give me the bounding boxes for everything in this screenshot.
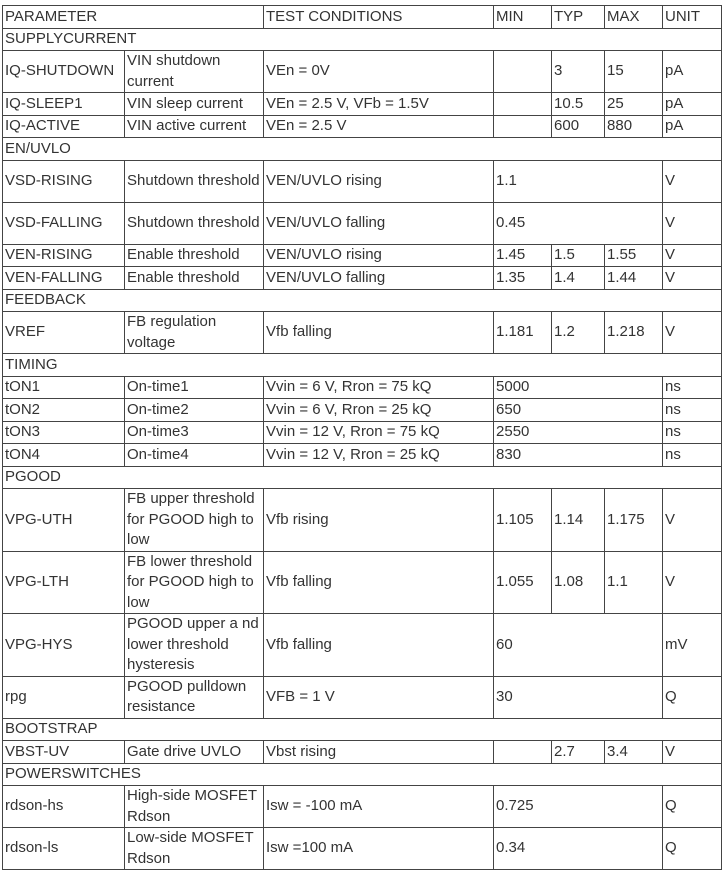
section-row <box>3 466 722 489</box>
max-cell: 25 <box>605 93 663 116</box>
unit-cell: ns <box>663 444 722 467</box>
param-cell: IQ-SLEEP1 <box>3 93 125 116</box>
unit-cell: V <box>663 244 722 267</box>
cond-cell: Vfb falling <box>264 614 494 677</box>
desc-cell: Enable threshold <box>125 244 264 267</box>
min-cell <box>494 115 552 138</box>
typ-cell: 2.7 <box>552 741 605 764</box>
min-cell: 0.34 <box>494 828 663 870</box>
cond-cell: VEN/UVLO falling <box>264 267 494 290</box>
unit-cell: Q <box>663 786 722 828</box>
min-cell: 1.1 <box>494 160 663 202</box>
section-bootstrap: BOOTSTRAP <box>3 718 722 741</box>
param-cell: tON3 <box>3 421 125 444</box>
table-row <box>3 51 722 93</box>
section-pgood: PGOOD <box>3 466 722 489</box>
desc-cell: On-time4 <box>125 444 264 467</box>
table-row <box>3 115 722 138</box>
typ-cell: 1.14 <box>552 489 605 552</box>
typ-cell: 600 <box>552 115 605 138</box>
table-row <box>3 676 722 718</box>
min-cell <box>494 93 552 116</box>
min-cell: 1.181 <box>494 312 552 354</box>
desc-cell: Shutdown threshold <box>125 202 264 244</box>
max-cell: 15 <box>605 51 663 93</box>
electrical-characteristics-table <box>2 5 722 870</box>
max-cell: 1.44 <box>605 267 663 290</box>
cond-cell: Vfb falling <box>264 551 494 614</box>
desc-cell: High-side MOSFET Rdson <box>125 786 264 828</box>
desc-cell: PGOOD pulldown resistance <box>125 676 264 718</box>
param-cell: VREF <box>3 312 125 354</box>
typ-cell: 1.4 <box>552 267 605 290</box>
header-min: MIN <box>494 6 552 29</box>
param-cell: VEN-FALLING <box>3 267 125 290</box>
unit-cell: V <box>663 160 722 202</box>
table-row <box>3 202 722 244</box>
cond-cell: Isw = -100 mA <box>264 786 494 828</box>
desc-cell: Shutdown threshold <box>125 160 264 202</box>
unit-cell: Q <box>663 828 722 870</box>
header-test-conditions: TEST CONDITIONS <box>264 6 494 29</box>
desc-cell: On-time1 <box>125 376 264 399</box>
desc-cell: VIN shutdown current <box>125 51 264 93</box>
desc-cell: VIN sleep current <box>125 93 264 116</box>
cond-cell: VEN/UVLO rising <box>264 244 494 267</box>
min-cell: 1.105 <box>494 489 552 552</box>
min-cell: 5000 <box>494 376 663 399</box>
unit-cell: ns <box>663 376 722 399</box>
param-cell: VSD-RISING <box>3 160 125 202</box>
header-row <box>3 6 722 29</box>
typ-cell: 3 <box>552 51 605 93</box>
table-row <box>3 444 722 467</box>
param-cell: tON1 <box>3 376 125 399</box>
section-row <box>3 763 722 786</box>
max-cell: 1.175 <box>605 489 663 552</box>
unit-cell: V <box>663 551 722 614</box>
min-cell <box>494 741 552 764</box>
table-row <box>3 741 722 764</box>
param-cell: rpg <box>3 676 125 718</box>
param-cell: VPG-HYS <box>3 614 125 677</box>
cond-cell: Vfb falling <box>264 312 494 354</box>
param-cell: VEN-RISING <box>3 244 125 267</box>
param-cell: tON2 <box>3 399 125 422</box>
min-cell: 2550 <box>494 421 663 444</box>
desc-cell: Low-side MOSFET Rdson <box>125 828 264 870</box>
unit-cell: pA <box>663 115 722 138</box>
cond-cell: VEn = 0V <box>264 51 494 93</box>
min-cell: 60 <box>494 614 663 677</box>
cond-cell: Vvin = 6 V, Rron = 25 kQ <box>264 399 494 422</box>
unit-cell: ns <box>663 399 722 422</box>
param-cell: rdson-ls <box>3 828 125 870</box>
min-cell: 0.725 <box>494 786 663 828</box>
table-row <box>3 267 722 290</box>
min-cell: 30 <box>494 676 663 718</box>
table-row <box>3 312 722 354</box>
cond-cell: VEn = 2.5 V <box>264 115 494 138</box>
min-cell: 1.055 <box>494 551 552 614</box>
max-cell: 1.1 <box>605 551 663 614</box>
header-max: MAX <box>605 6 663 29</box>
cond-cell: Vbst rising <box>264 741 494 764</box>
section-supply-current: SUPPLYCURRENT <box>3 28 722 51</box>
section-power-switches: POWERSWITCHES <box>3 763 722 786</box>
unit-cell: V <box>663 267 722 290</box>
param-cell: rdson-hs <box>3 786 125 828</box>
param-cell: VPG-LTH <box>3 551 125 614</box>
cond-cell: VFB = 1 V <box>264 676 494 718</box>
unit-cell: V <box>663 312 722 354</box>
table-row <box>3 786 722 828</box>
typ-cell: 10.5 <box>552 93 605 116</box>
section-row <box>3 718 722 741</box>
min-cell: 1.45 <box>494 244 552 267</box>
cond-cell: Vvin = 12 V, Rron = 75 kQ <box>264 421 494 444</box>
cond-cell: VEN/UVLO falling <box>264 202 494 244</box>
cond-cell: Vvin = 12 V, Rron = 25 kQ <box>264 444 494 467</box>
table-row <box>3 551 722 614</box>
section-feedback: FEEDBACK <box>3 289 722 312</box>
unit-cell: mV <box>663 614 722 677</box>
param-cell: VBST-UV <box>3 741 125 764</box>
min-cell <box>494 51 552 93</box>
desc-cell: Enable threshold <box>125 267 264 290</box>
typ-cell: 1.2 <box>552 312 605 354</box>
table-row <box>3 93 722 116</box>
section-row <box>3 354 722 377</box>
max-cell: 1.218 <box>605 312 663 354</box>
param-cell: IQ-SHUTDOWN <box>3 51 125 93</box>
min-cell: 830 <box>494 444 663 467</box>
max-cell: 880 <box>605 115 663 138</box>
param-cell: VPG-UTH <box>3 489 125 552</box>
desc-cell: VIN active current <box>125 115 264 138</box>
unit-cell: V <box>663 489 722 552</box>
desc-cell: FB regulation voltage <box>125 312 264 354</box>
header-parameter: PARAMETER <box>3 6 264 29</box>
desc-cell: Gate drive UVLO <box>125 741 264 764</box>
cond-cell: Vvin = 6 V, Rron = 75 kQ <box>264 376 494 399</box>
section-en-uvlo: EN/UVLO <box>3 138 722 161</box>
cond-cell: VEN/UVLO rising <box>264 160 494 202</box>
min-cell: 650 <box>494 399 663 422</box>
header-typ: TYP <box>552 6 605 29</box>
min-cell: 1.35 <box>494 267 552 290</box>
max-cell: 1.55 <box>605 244 663 267</box>
desc-cell: FB upper threshold for PGOOD high to low <box>125 489 264 552</box>
table-row <box>3 828 722 870</box>
header-unit: UNIT <box>663 6 722 29</box>
desc-cell: On-time3 <box>125 421 264 444</box>
unit-cell: pA <box>663 51 722 93</box>
unit-cell: V <box>663 741 722 764</box>
table-row <box>3 376 722 399</box>
cond-cell: VEn = 2.5 V, VFb = 1.5V <box>264 93 494 116</box>
table-row <box>3 489 722 552</box>
unit-cell: Q <box>663 676 722 718</box>
cond-cell: Isw =100 mA <box>264 828 494 870</box>
desc-cell: PGOOD upper a nd lower threshold hysteresis <box>125 614 264 677</box>
table-row <box>3 399 722 422</box>
section-row <box>3 138 722 161</box>
min-cell: 0.45 <box>494 202 663 244</box>
param-cell: tON4 <box>3 444 125 467</box>
unit-cell: ns <box>663 421 722 444</box>
desc-cell: On-time2 <box>125 399 264 422</box>
table-row <box>3 421 722 444</box>
desc-cell: FB lower threshold for PGOOD high to low <box>125 551 264 614</box>
param-cell: VSD-FALLING <box>3 202 125 244</box>
max-cell: 3.4 <box>605 741 663 764</box>
typ-cell: 1.5 <box>552 244 605 267</box>
param-cell: IQ-ACTIVE <box>3 115 125 138</box>
table-row <box>3 160 722 202</box>
unit-cell: pA <box>663 93 722 116</box>
table-row <box>3 614 722 677</box>
section-timing: TIMING <box>3 354 722 377</box>
typ-cell: 1.08 <box>552 551 605 614</box>
table-row <box>3 244 722 267</box>
unit-cell: V <box>663 202 722 244</box>
section-row <box>3 289 722 312</box>
section-row <box>3 28 722 51</box>
cond-cell: Vfb rising <box>264 489 494 552</box>
